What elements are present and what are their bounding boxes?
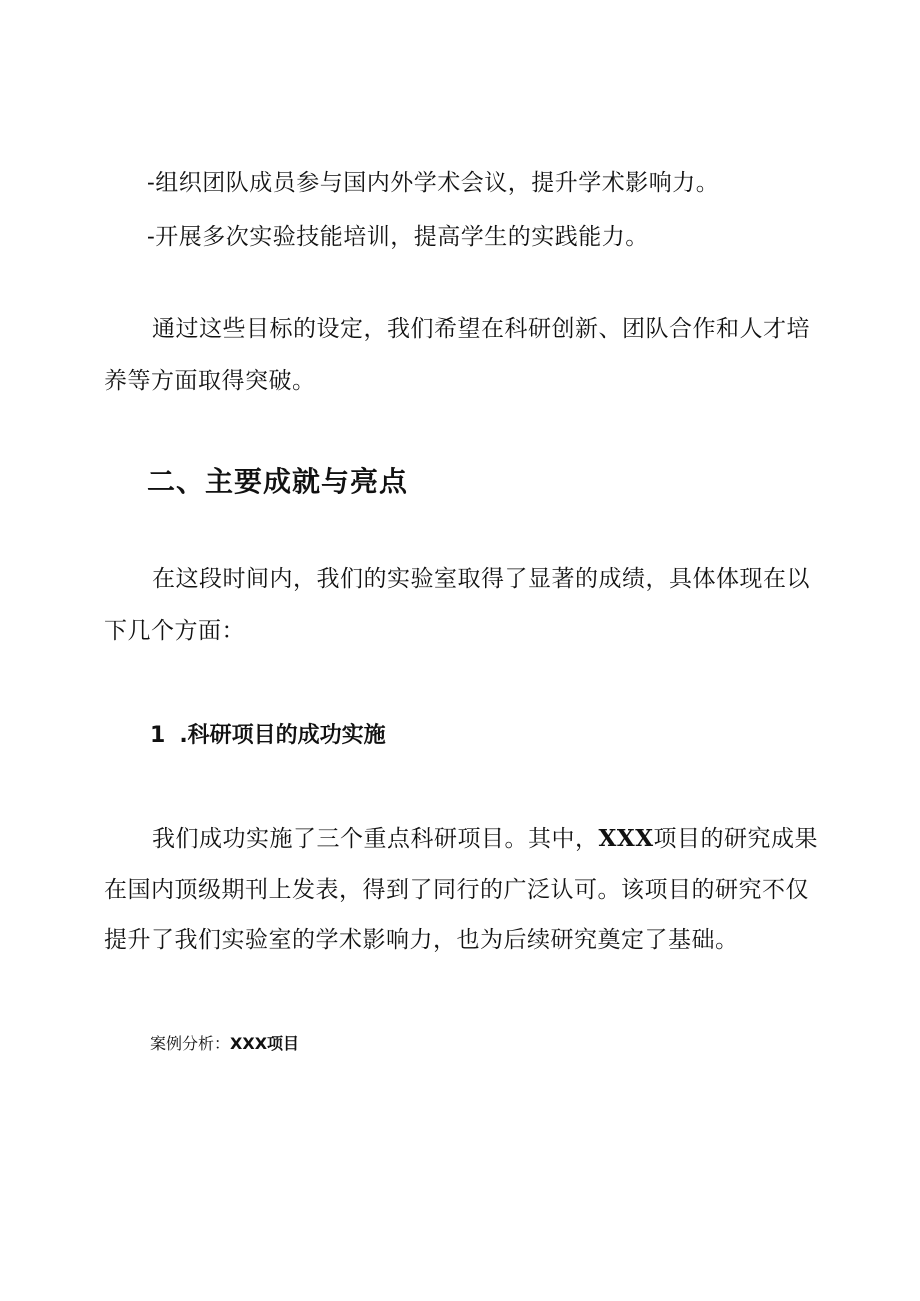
paragraph-projects-line-1-start: 我们成功实施了三个重点科研项目。其中， bbox=[152, 826, 599, 852]
subsection-title: .科研项目的成功实施 bbox=[179, 723, 386, 748]
paragraph-goals-line-1: 通过这些目标的设定，我们希望在科研创新、团队合作和人才培 bbox=[152, 316, 810, 342]
paragraph-projects-line-2: 在国内顶级期刊上发表，得到了同行的广泛认可。该项目的研究不仅 bbox=[104, 877, 809, 903]
bullet-item-conferences: -组织团队成员参与国内外学术会议，提升学术影响力。 bbox=[147, 170, 720, 196]
subsection-number: 1 bbox=[150, 723, 166, 748]
caption-label: 案例分析： bbox=[150, 1034, 231, 1053]
case-study-caption bbox=[150, 1032, 299, 1056]
paragraph-projects-line-1-end: 项目的研究成果 bbox=[653, 826, 819, 852]
paragraph-achievements-intro-line-2: 下几个方面： bbox=[104, 618, 245, 644]
paragraph-goals-line-2: 养等方面取得突破。 bbox=[104, 368, 316, 394]
bullet-item-training: -开展多次实验技能培训，提高学生的实践能力。 bbox=[147, 224, 649, 250]
section-heading-achievements: 二、主要成就与亮点 bbox=[147, 465, 409, 498]
project-code-bold: XXX bbox=[598, 825, 654, 852]
paragraph-achievements-intro-line-1: 在这段时间内，我们的实验室取得了显著的成绩，具体体现在以 bbox=[152, 566, 810, 592]
caption-project: XXX项目 bbox=[230, 1034, 300, 1053]
subsection-heading-projects bbox=[150, 720, 386, 752]
paragraph-projects-line-1 bbox=[152, 822, 818, 856]
paragraph-projects-line-3: 提升了我们实验室的学术影响力，也为后续研究奠定了基础。 bbox=[104, 927, 739, 953]
